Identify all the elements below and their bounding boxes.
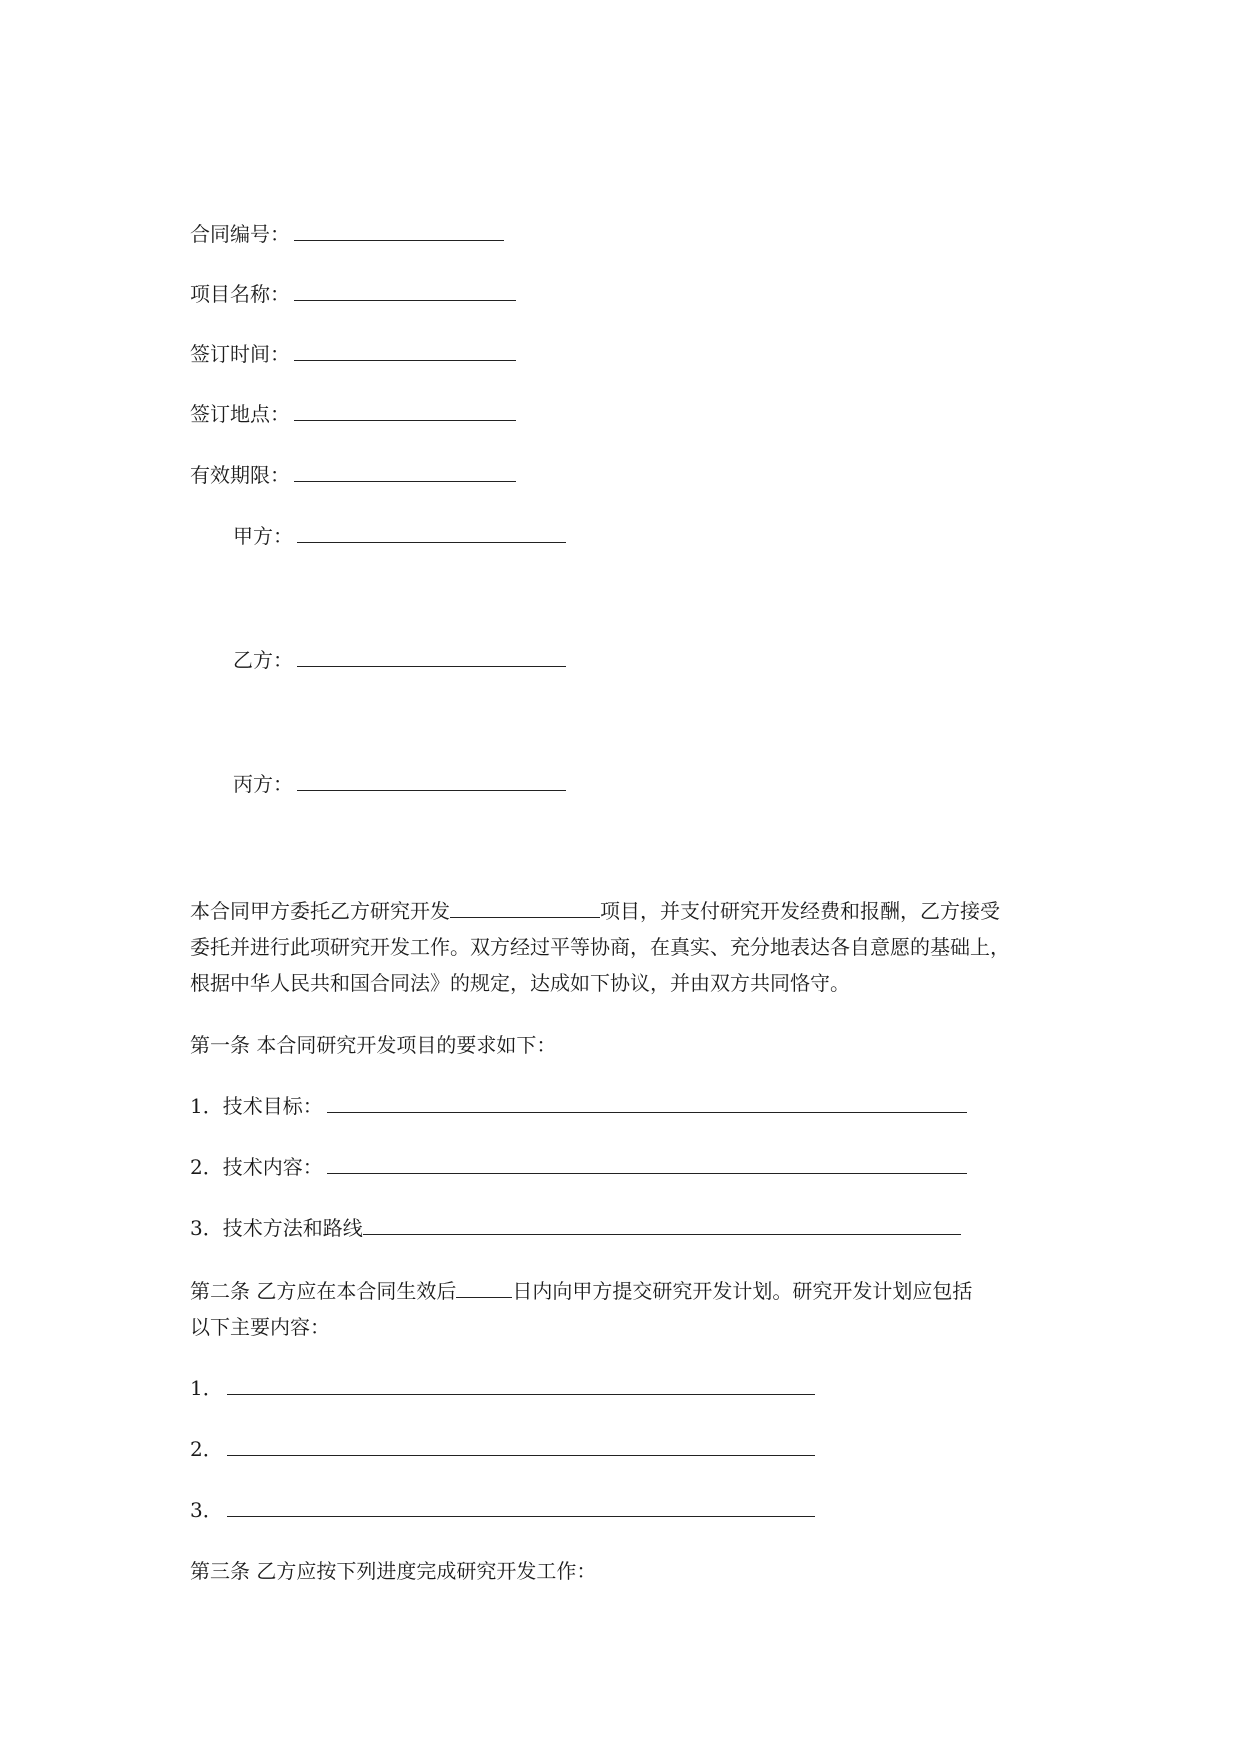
article-2-line-2: 以下主要内容：	[190, 1315, 330, 1339]
blank-line[interactable]	[327, 1092, 967, 1113]
field-project-name	[190, 279, 516, 309]
field-label: 有效期限：	[190, 463, 290, 487]
party-label: 丙方：	[233, 772, 293, 796]
party-label: 甲方：	[233, 524, 293, 548]
item-label: 2．	[190, 1437, 223, 1461]
blank-line[interactable]	[294, 220, 504, 241]
field-contract-number	[190, 219, 504, 249]
item-label: 1．	[190, 1376, 223, 1400]
blank-line[interactable]	[294, 340, 516, 361]
party-a	[233, 521, 566, 551]
article-2-line-1	[190, 1273, 1070, 1309]
intro-text: 项目，并支付研究开发经费和报酬，乙方接受	[600, 899, 1000, 923]
blank-line[interactable]	[227, 1496, 815, 1517]
field-validity-period	[190, 460, 516, 490]
days-blank[interactable]	[456, 1277, 512, 1298]
blank-line[interactable]	[297, 522, 566, 543]
article-2-item-1	[190, 1373, 815, 1403]
blank-line[interactable]	[327, 1153, 967, 1174]
blank-line[interactable]	[227, 1435, 815, 1456]
field-label: 签订时间：	[190, 342, 290, 366]
blank-line[interactable]	[297, 770, 566, 791]
blank-line[interactable]	[294, 461, 516, 482]
article-2-text: 第二条 乙方应在本合同生效后	[190, 1279, 457, 1303]
blank-line[interactable]	[294, 280, 516, 301]
article-3-title: 第三条 乙方应按下列进度完成研究开发工作：	[190, 1559, 597, 1583]
blank-line[interactable]	[297, 646, 566, 667]
project-blank[interactable]	[450, 897, 600, 918]
intro-line-3: 根据中华人民共和国合同法》的规定，达成如下协议，并由双方共同恪守。	[190, 971, 850, 995]
field-label: 合同编号：	[190, 222, 290, 246]
article-2-text: 日内向甲方提交研究开发计划。研究开发计划应包括	[512, 1279, 973, 1303]
intro-line-2: 委托并进行此项研究开发工作。双方经过平等协商，在真实、充分地表达各自意愿的基础上，	[190, 935, 1010, 959]
article-1-item-1	[190, 1091, 967, 1121]
field-signing-place	[190, 399, 516, 429]
article-1-item-2	[190, 1152, 967, 1182]
article-2-paragraph	[190, 1273, 1070, 1345]
article-1-title: 第一条 本合同研究开发项目的要求如下：	[190, 1033, 557, 1057]
party-b	[233, 645, 566, 675]
item-label: 3．	[190, 1498, 223, 1522]
field-label: 签订地点：	[190, 402, 290, 426]
blank-line[interactable]	[227, 1374, 815, 1395]
article-1-item-3	[190, 1213, 961, 1243]
party-label: 乙方：	[233, 648, 293, 672]
article-2-item-3	[190, 1495, 815, 1525]
intro-paragraph	[190, 893, 1070, 1001]
field-signing-time	[190, 339, 516, 369]
party-c	[233, 769, 566, 799]
item-label: 2．技术内容：	[190, 1155, 323, 1179]
article-2-item-2	[190, 1434, 815, 1464]
item-label: 3．技术方法和路线	[190, 1216, 363, 1240]
blank-line[interactable]	[363, 1214, 961, 1235]
blank-line[interactable]	[294, 400, 516, 421]
intro-line-1	[190, 893, 1070, 929]
field-label: 项目名称：	[190, 282, 290, 306]
item-label: 1．技术目标：	[190, 1094, 323, 1118]
intro-text: 本合同甲方委托乙方研究开发	[190, 899, 450, 923]
